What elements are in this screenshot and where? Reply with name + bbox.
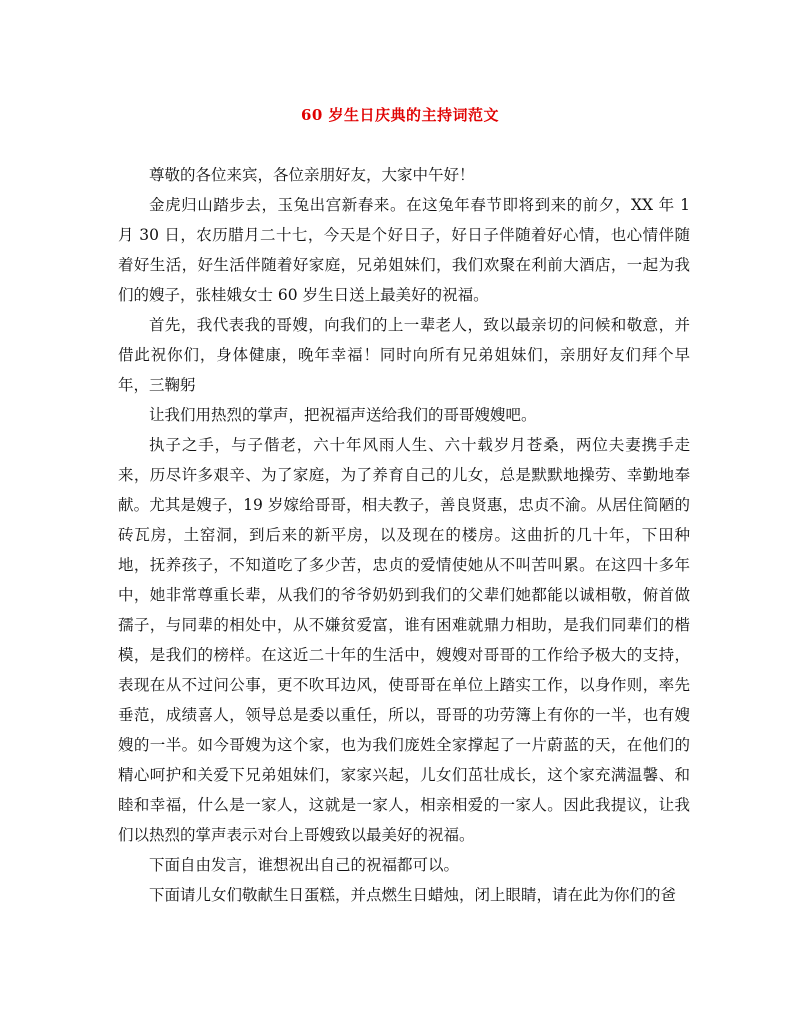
document-body — [118, 160, 690, 910]
paragraph-free-speech: 下面自由发言，谁想祝出自己的祝福都可以。 — [149, 856, 460, 874]
paragraph-regards: 首先，我代表我的哥嫂，向我们的上一辈老人，致以最亲切的问候和敬意，并借此祝你们，身体健康，晚年幸福！同时向所有兄弟姐妹们，亲朋好友们拜个早年，三鞠躬 — [118, 316, 690, 394]
document-title: 60 岁生日庆典的主持词范文 — [300, 106, 500, 124]
paragraph-opening: 金虎归山踏步去，玉兔出宫新春来。在这兔年春节即将到来的前夕，XX 年 1 月 30 日，农历腊月二十七，今天是个好日子，好日子伴随着好心情，也心情伴随着好生活，好生活伴随着好家庭，兄弟姐妹们，我们欢聚在利前大酒店，一起为我们的嫂子，张桂娥女士 60 岁生日送上最美好的祝福。 — [118, 196, 690, 304]
paragraph-tribute: 执子之手，与子偕老，六十年风雨人生、六十载岁月苍桑，两位夫妻携手走来，历尽许多艰辛、为了家庭，为了养育自己的儿女，总是默默地操劳、幸勤地奉献。尤其是嫂子，19 岁嫁给哥哥，相夫教子，善良贤惠，忠贞不渝。从居住简陋的砖瓦房，土窑洞，到后来的新平房，以及现在的楼房。这曲折的几十年，下田种地，抚养孩子，不知道吃了多少苦，忠贞的爱情使她从不叫苦叫累。在这四十多年中，她非常尊重长辈，从我们的爷爷奶奶到我们的父辈们她都能以诚相敬，俯首做孺子，与同辈的相处中，从不嫌贫爱富，谁有困难就鼎力相助，是我们同辈们的楷模，是我们的榜样。在这近二十年的生活中，嫂嫂对哥哥的工作给予极大的支持，表现在从不过问公事，更不吹耳边风，使哥哥在单位上踏实工作，以身作则，率先垂范，成绩喜人，领导总是委以重任，所以，哥哥的功劳簿上有你的一半，也有嫂嫂的一半。如今哥嫂为这个家，也为我们庞姓全家撑起了一片蔚蓝的天，在他们的精心呵护和关爱下兄弟姐妹们，家家兴起，儿女们茁壮成长，这个家充满温馨、和睦和幸福，什么是一家人，这就是一家人，相亲相爱的一家人。因此我提议，让我们以热烈的掌声表示对台上哥嫂致以最美好的祝福。 — [118, 436, 690, 844]
paragraph-cake: 下面请儿女们敬献生日蛋糕，并点燃生日蜡烛，闭上眼睛，请在此为你们的爸 — [149, 886, 677, 904]
paragraph-greeting: 尊敬的各位来宾，各位亲朋好友，大家中午好！ — [149, 166, 475, 184]
paragraph-applause: 让我们用热烈的掌声，把祝福声送给我们的哥哥嫂嫂吧。 — [149, 406, 537, 424]
